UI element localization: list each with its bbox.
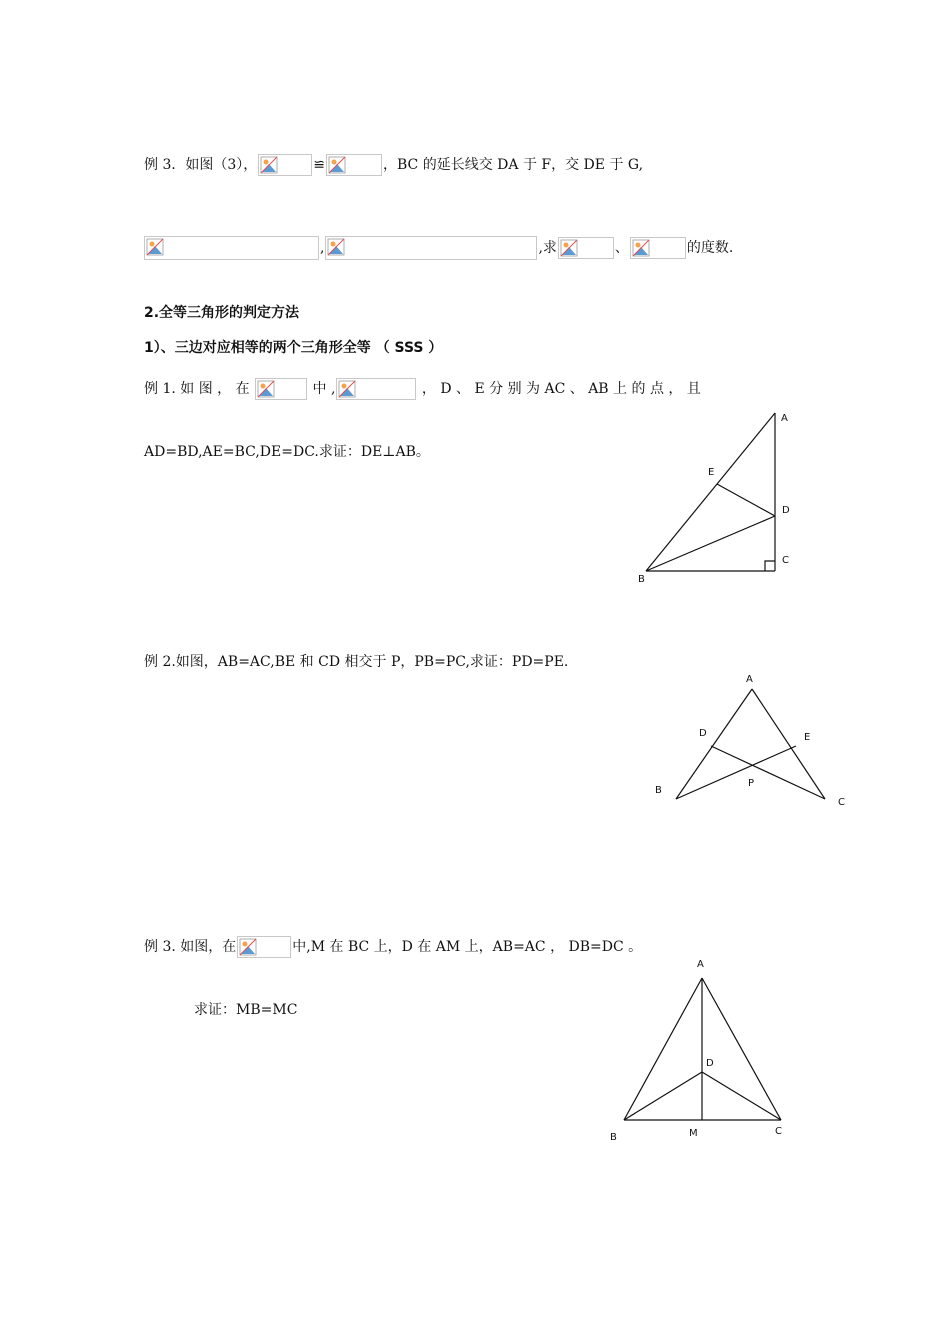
label-d: D xyxy=(782,505,790,516)
broken-image-icon xyxy=(560,239,578,257)
ex1-line2: AD=BD,AE=BC,DE=DC.求证：DE⊥AB。 xyxy=(144,444,430,460)
broken-image-icon xyxy=(239,938,257,956)
label-c: C xyxy=(775,1126,782,1137)
ex3b-line1 xyxy=(144,936,642,958)
ex1-figure xyxy=(630,405,800,590)
label-a: A xyxy=(746,674,753,685)
label-b: B xyxy=(638,574,645,585)
separator: , xyxy=(320,240,325,256)
broken-image-icon xyxy=(257,380,275,398)
end-text: 的度数. xyxy=(686,240,734,256)
broken-image-icon xyxy=(338,380,356,398)
formula-image xyxy=(144,236,319,260)
segment-bd xyxy=(646,516,775,571)
segment-bd xyxy=(624,1072,702,1120)
edge-ab xyxy=(646,413,775,571)
ex2-line: 例 2.如图，AB=AC,BE 和 CD 相交于 P，PB=PC,求证：PD=PE. xyxy=(144,654,569,670)
dun-mark: 、 xyxy=(614,240,629,256)
section-title: 2.全等三角形的判定方法 xyxy=(144,305,300,321)
ex3-line2 xyxy=(143,236,733,260)
broken-image-icon xyxy=(260,156,278,174)
ex1-text-3: ， D 、 E 分 别 为 AC 、 AB 上 的 点 ， 且 xyxy=(421,381,701,397)
formula-image xyxy=(336,378,416,400)
formula-image xyxy=(630,237,686,259)
ex1-text-2: 中 , xyxy=(312,381,336,397)
formula-image xyxy=(558,237,614,259)
broken-image-icon xyxy=(327,238,345,256)
formula-image xyxy=(255,378,307,400)
label-b: B xyxy=(610,1132,617,1143)
label-m: M xyxy=(689,1128,698,1139)
label-d: D xyxy=(706,1058,714,1069)
label-p: P xyxy=(748,778,755,789)
congruent-symbol: ≌ xyxy=(313,157,325,173)
edge-ab xyxy=(624,978,702,1120)
label-e: E xyxy=(804,732,811,743)
ex3-line1 xyxy=(144,154,643,176)
label-c: C xyxy=(782,555,789,566)
label-b: B xyxy=(655,785,662,796)
formula-image xyxy=(258,154,312,176)
segment-de xyxy=(717,484,775,516)
label-e: E xyxy=(708,467,715,478)
broken-image-icon xyxy=(146,238,164,256)
label-c: C xyxy=(838,797,845,808)
label-d: D xyxy=(699,728,707,739)
ex1-line1 xyxy=(144,378,701,400)
label-a: A xyxy=(697,959,704,970)
ex3-suffix: ，BC 的延长线交 DA 于 F，交 DE 于 G, xyxy=(383,157,644,173)
formula-image xyxy=(326,154,382,176)
ex3b-text-1: 例 3. 如图，在 xyxy=(144,939,237,955)
section-subtitle: 1）、三边对应相等的两个三角形全等 （ SSS ） xyxy=(144,340,443,356)
formula-image xyxy=(237,936,291,958)
edge-ac xyxy=(702,978,781,1120)
ex2-figure xyxy=(645,667,855,812)
ex1-text-1: 例 1. 如 图 ， 在 xyxy=(144,381,250,397)
ask-text: ,求 xyxy=(538,240,557,256)
ex3b-line2: 求证：MB=MC xyxy=(194,1002,298,1018)
label-a: A xyxy=(781,413,788,424)
formula-image xyxy=(325,236,537,260)
ex3b-text-2: 中,M 在 BC 上，D 在 AM 上，AB=AC ， DB=DC 。 xyxy=(292,939,643,955)
right-angle-mark xyxy=(765,561,775,571)
ex3b-figure xyxy=(600,952,800,1147)
broken-image-icon xyxy=(328,156,346,174)
ex3-prefix: 例 3．如图（3）， xyxy=(144,157,258,173)
broken-image-icon xyxy=(632,239,650,257)
segment-cd xyxy=(702,1072,781,1120)
